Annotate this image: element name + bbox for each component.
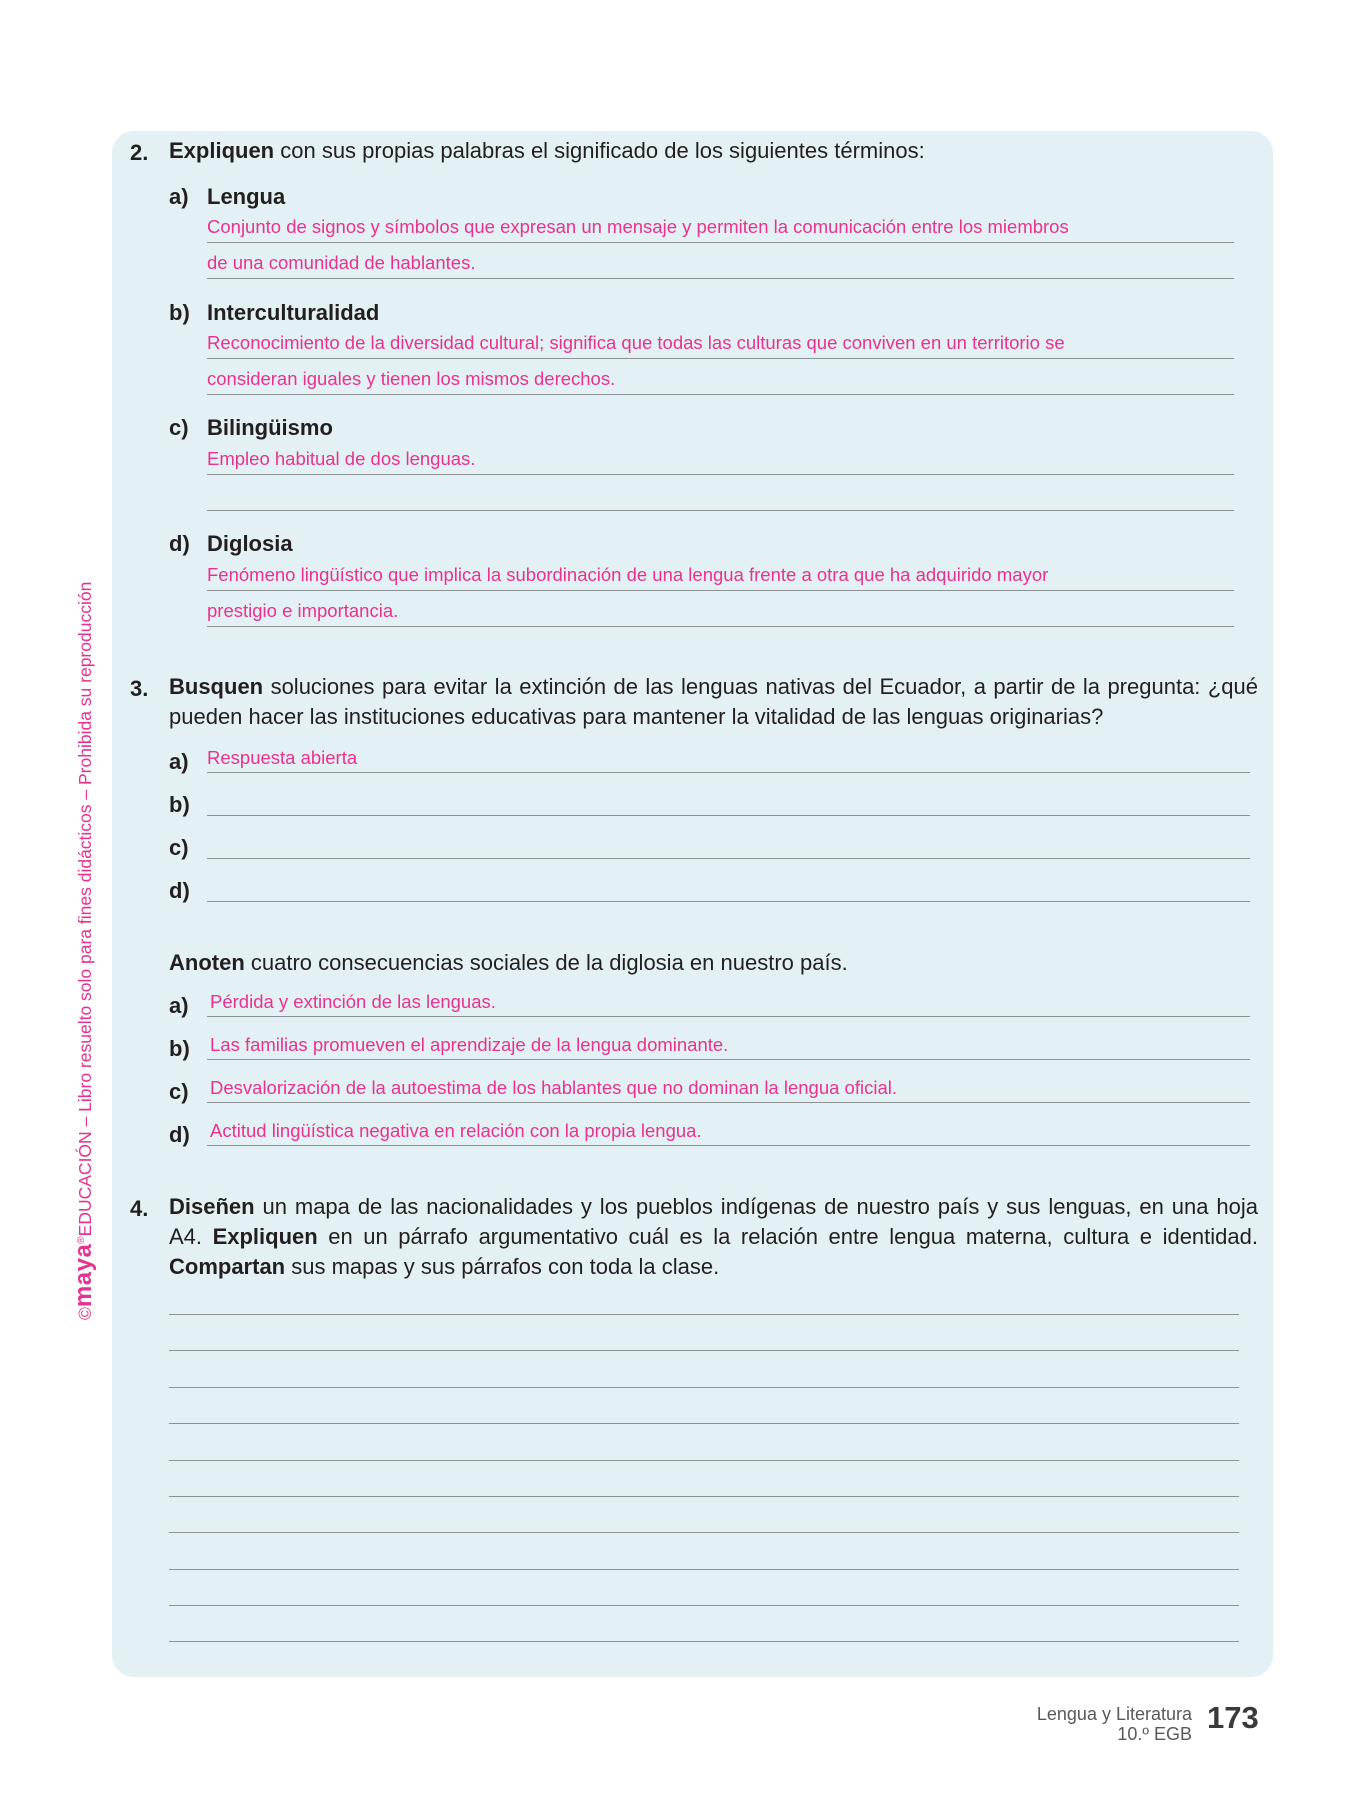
question-4-text-1: un mapa de las nacionalidades y los pueblos indígenas de nuestro país y sus lenguas, en una hoja A4. bbox=[169, 1194, 1258, 1249]
question-3-number: 3. bbox=[130, 676, 149, 701]
q2-item-a-answer-2: de una comunidad de hablantes. bbox=[207, 252, 476, 273]
question-2-text: con sus propias palabras el significado de los siguientes términos: bbox=[274, 138, 925, 163]
writing-line bbox=[169, 1314, 1239, 1315]
copyright-sidebar bbox=[70, 470, 98, 1320]
q2-item-d-answer-1: Fenómeno lingüístico que implica la subordinación de una lengua frente a otra que ha adquirido mayor bbox=[207, 564, 1049, 585]
answer-line bbox=[207, 1016, 1250, 1017]
writing-line bbox=[169, 1460, 1239, 1461]
answer-line bbox=[207, 394, 1234, 395]
writing-line bbox=[169, 1641, 1239, 1642]
answer-line bbox=[207, 474, 1234, 475]
consequences-verb: Anoten bbox=[169, 950, 245, 975]
answer-line bbox=[207, 358, 1234, 359]
question-4-verb-3: Compartan bbox=[169, 1254, 286, 1279]
q2-item-c-answer-1: Empleo habitual de dos lenguas. bbox=[207, 448, 476, 469]
answer-line bbox=[207, 626, 1234, 627]
q2-item-a-title: Lengua bbox=[207, 184, 286, 209]
writing-line bbox=[169, 1605, 1239, 1606]
question-4-prompt bbox=[169, 1192, 1258, 1282]
answer-line bbox=[207, 772, 1250, 773]
q2-item-b-letter: b) bbox=[169, 300, 190, 325]
q3b-item-d-letter: d) bbox=[169, 1122, 190, 1147]
answer-line bbox=[207, 901, 1250, 902]
question-4-text-2: en un párrafo argumentativo cuál es la relación entre lengua materna, cultura e identidad. bbox=[317, 1224, 1258, 1249]
q2-item-d-answer-2: prestigio e importancia. bbox=[207, 600, 399, 621]
q3-item-c-letter: c) bbox=[169, 835, 189, 860]
answer-line bbox=[207, 1059, 1250, 1060]
q2-item-d-letter: d) bbox=[169, 531, 190, 556]
writing-line bbox=[169, 1423, 1239, 1424]
consequences-prompt bbox=[169, 948, 848, 978]
question-2-prompt bbox=[169, 136, 925, 166]
answer-line bbox=[207, 242, 1234, 243]
brand-logo: maya bbox=[70, 1243, 97, 1308]
q2-item-c-letter: c) bbox=[169, 415, 189, 440]
q2-item-d-title: Diglosia bbox=[207, 531, 293, 556]
question-4-verb-1: Diseñen bbox=[169, 1194, 255, 1219]
q3b-item-b-letter: b) bbox=[169, 1036, 190, 1061]
q3-item-a-letter: a) bbox=[169, 749, 189, 774]
question-3-verb: Busquen bbox=[169, 674, 264, 699]
q3b-item-a-answer: Pérdida y extinción de las lenguas. bbox=[210, 991, 496, 1012]
q3b-item-a-letter: a) bbox=[169, 993, 189, 1018]
answer-line bbox=[207, 815, 1250, 816]
q3b-item-d-answer: Actitud lingüística negativa en relación con la propia lengua. bbox=[210, 1120, 702, 1141]
question-4-number: 4. bbox=[130, 1196, 149, 1221]
answer-line bbox=[207, 278, 1234, 279]
q2-item-b-answer-2: consideran iguales y tienen los mismos derechos. bbox=[207, 368, 616, 389]
writing-line bbox=[169, 1532, 1239, 1533]
footer-subject-name: Lengua y Literatura bbox=[1036, 1704, 1192, 1724]
answer-line bbox=[207, 1102, 1250, 1103]
writing-line bbox=[169, 1569, 1239, 1570]
copyright-symbol: © bbox=[75, 1307, 95, 1320]
question-4-verb-2: Expliquen bbox=[212, 1224, 318, 1249]
activity-panel bbox=[112, 131, 1273, 1677]
q2-item-a-answer-1: Conjunto de signos y símbolos que expresan un mensaje y permiten la comunicación entre los miembros bbox=[207, 216, 1069, 237]
writing-line bbox=[169, 1496, 1239, 1497]
footer-grade: 10.º EGB bbox=[1117, 1724, 1192, 1744]
question-3-text: soluciones para evitar la extinción de las lenguas nativas del Ecuador, a partir de la pregunta: ¿qué pueden hacer las instituciones educativas para mantener la vitalidad de las lenguas originarias? bbox=[169, 674, 1258, 729]
question-2-verb: Expliquen bbox=[169, 138, 275, 163]
q2-item-a-letter: a) bbox=[169, 184, 189, 209]
question-4-text-3: sus mapas y sus párrafos con toda la clase. bbox=[285, 1254, 720, 1279]
writing-line bbox=[169, 1350, 1239, 1351]
answer-line bbox=[207, 590, 1234, 591]
question-3-prompt bbox=[169, 672, 1258, 732]
consequences-text: cuatro consecuencias sociales de la diglosia en nuestro país. bbox=[244, 950, 848, 975]
sidebar-text: EDUCACIÓN – Libro resuelto solo para fines didácticos – Prohibida su reproducción bbox=[75, 581, 95, 1237]
q3-item-d-letter: d) bbox=[169, 878, 190, 903]
page-number: 173 bbox=[1207, 1700, 1259, 1735]
registered-mark: ® bbox=[76, 1236, 88, 1244]
q2-item-c-title: Bilingüismo bbox=[207, 415, 333, 440]
writing-line bbox=[169, 1387, 1239, 1388]
q3b-item-c-letter: c) bbox=[169, 1079, 189, 1104]
question-2-number: 2. bbox=[130, 140, 149, 165]
q3-item-a-answer: Respuesta abierta bbox=[207, 747, 358, 768]
q3b-item-c-answer: Desvalorización de la autoestima de los hablantes que no dominan la lengua oficial. bbox=[210, 1077, 897, 1098]
answer-line bbox=[207, 1145, 1250, 1146]
q2-item-b-answer-1: Reconocimiento de la diversidad cultural; significa que todas las culturas que conviven en un territorio se bbox=[207, 332, 1065, 353]
q2-item-b-title: Interculturalidad bbox=[207, 300, 380, 325]
q3b-item-b-answer: Las familias promueven el aprendizaje de la lengua dominante. bbox=[210, 1034, 729, 1055]
footer-subject bbox=[1037, 1704, 1192, 1744]
answer-line bbox=[207, 858, 1250, 859]
answer-line bbox=[207, 510, 1234, 511]
q3-item-b-letter: b) bbox=[169, 792, 190, 817]
